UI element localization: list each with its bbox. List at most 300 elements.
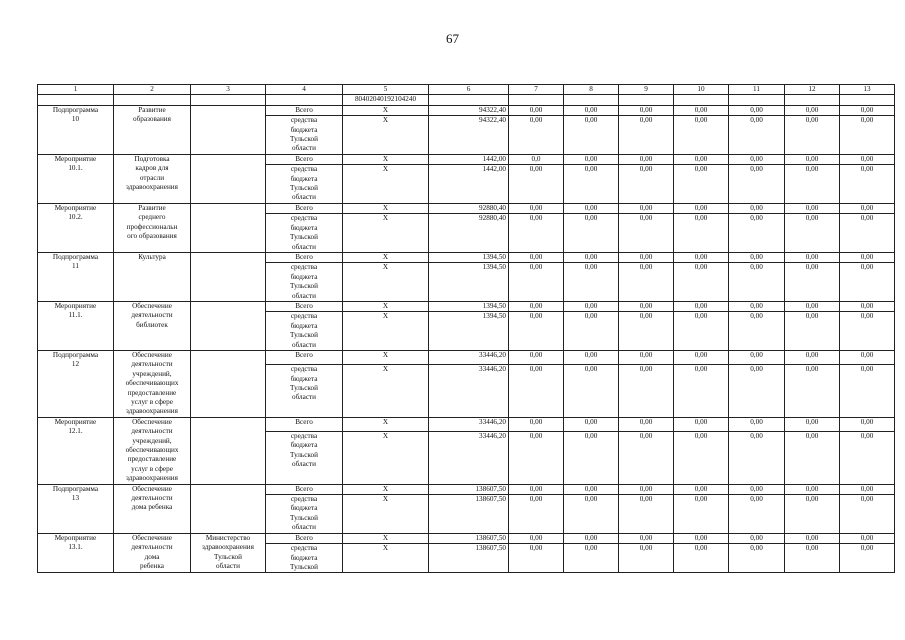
program-name	[114, 533, 191, 573]
amount-value: 0,00	[785, 533, 840, 543]
empty-cell	[266, 95, 343, 105]
budget-label-line: бюджета	[290, 174, 318, 183]
amount-value: 0,00	[619, 301, 674, 311]
amount-value: 0,00	[674, 263, 729, 302]
amount-value: 0,00	[674, 350, 729, 364]
amount-value: 0,00	[509, 203, 564, 213]
amount-value: 0,00	[509, 301, 564, 311]
program-name-line: учреждений,	[132, 369, 172, 378]
responsible-org	[191, 484, 266, 533]
row-label-total: Всего	[266, 484, 343, 494]
amount-value: 0,00	[619, 533, 674, 543]
row-label-total: Всего	[266, 105, 343, 115]
amount-value: 0,00	[729, 431, 785, 484]
responsible-org-line: области	[215, 561, 241, 570]
responsible-org-line: Министерство	[205, 533, 251, 542]
program-kind	[38, 417, 114, 484]
empty-cell	[191, 95, 266, 105]
amount-value: 0,00	[785, 263, 840, 302]
budget-label-line: средства	[290, 263, 318, 272]
amount-value: 0,00	[729, 203, 785, 213]
row-label-budget	[266, 431, 343, 484]
amount-total: 1442,00	[429, 165, 509, 204]
amount-value: 0,00	[564, 154, 619, 164]
program-kind	[38, 350, 114, 417]
amount-value: 0,00	[674, 495, 729, 534]
budget-label-line: Тульской	[290, 450, 318, 459]
budget-label-line: области	[291, 193, 317, 202]
budget-label-line: области	[291, 523, 317, 532]
program-kind	[38, 301, 114, 350]
budget-label-line: Тульской	[290, 331, 318, 340]
x-mark: X	[343, 431, 429, 484]
program-name-line: образования	[133, 115, 171, 124]
budget-label-line: бюджета	[290, 441, 318, 450]
program-name-line: здравоохранения	[126, 407, 178, 416]
program-name-line: Подготовка	[134, 154, 170, 163]
amount-value: 0,00	[619, 417, 674, 431]
amount-value: 0,00	[840, 165, 895, 204]
amount-value: 0,00	[729, 544, 785, 573]
budget-label-line: бюджета	[290, 321, 318, 330]
amount-value: 0,00	[619, 116, 674, 155]
amount-value: 0,00	[564, 263, 619, 302]
amount-value: 0,00	[619, 431, 674, 484]
program-name-line: Обеспечение	[132, 484, 172, 493]
budget-label-line: бюджета	[290, 223, 318, 232]
amount-value: 0,00	[509, 365, 564, 418]
amount-value: 0,00	[785, 544, 840, 573]
budget-table	[37, 84, 895, 573]
amount-total: 33446,20	[429, 431, 509, 484]
program-name-line: услуг в сфере	[131, 398, 173, 406]
program-kind	[38, 105, 114, 154]
program-name-line: ребенка	[140, 561, 164, 570]
amount-value: 0,00	[729, 154, 785, 164]
program-label: 12.1.	[68, 427, 83, 436]
amount-value: 0,00	[509, 495, 564, 534]
amount-value: 0,00	[840, 252, 895, 262]
amount-value: 0,00	[840, 417, 895, 431]
amount-value: 0,00	[564, 203, 619, 213]
amount-value: 0,00	[619, 544, 674, 573]
budget-label-line: средства	[290, 365, 318, 374]
amount-value: 0,00	[840, 312, 895, 351]
program-label: 13.1.	[68, 543, 83, 552]
amount-total: 138607,50	[429, 484, 509, 494]
amount-value: 0,00	[729, 116, 785, 155]
row-label-budget	[266, 495, 343, 534]
code-row	[38, 95, 895, 105]
program-name-line: профессиональн	[126, 222, 178, 231]
amount-value: 0,00	[674, 165, 729, 204]
program-name-line: деятельности	[131, 494, 173, 503]
empty-cell	[38, 95, 114, 105]
empty-cell	[729, 95, 785, 105]
header-row	[38, 85, 895, 95]
amount-total: 1394,50	[429, 312, 509, 351]
amount-total: 1394,50	[429, 252, 509, 262]
program-name-line: обеспечивающих	[125, 379, 179, 388]
program-name-line: деятельности	[131, 311, 173, 320]
amount-value: 0,00	[619, 252, 674, 262]
amount-value: 0,00	[729, 484, 785, 494]
program-name-line: учреждений,	[132, 436, 172, 445]
amount-value: 0,00	[619, 350, 674, 364]
row-label-budget	[266, 263, 343, 302]
amount-value: 0,00	[729, 165, 785, 204]
responsible-org	[191, 301, 266, 350]
program-label: 10.1.	[68, 164, 83, 173]
row-label-budget	[266, 312, 343, 351]
amount-value: 0,00	[674, 533, 729, 543]
program-name-line: Культура	[138, 252, 166, 261]
amount-total: 138607,50	[429, 544, 509, 573]
program-label: Мероприятие	[54, 154, 97, 163]
program-name	[114, 350, 191, 417]
program-kind	[38, 533, 114, 573]
amount-value: 0,00	[564, 165, 619, 204]
amount-value: 0,00	[564, 417, 619, 431]
budget-label-line: бюджета	[290, 125, 318, 134]
program-name-line: обеспечивающих	[125, 446, 179, 455]
program-name-line: отрасли	[139, 173, 165, 182]
program-label: Мероприятие	[54, 301, 97, 310]
amount-total: 33446,20	[429, 417, 509, 431]
budget-code: 80402040192104240	[343, 95, 429, 105]
program-name-line: ого образования	[127, 232, 177, 241]
amount-value: 0,00	[729, 365, 785, 418]
responsible-org	[191, 154, 266, 203]
table-row	[38, 417, 895, 431]
amount-total: 1394,50	[429, 263, 509, 302]
empty-cell	[785, 95, 840, 105]
amount-value: 0,00	[564, 116, 619, 155]
table-row	[38, 350, 895, 364]
amount-value: 0,00	[840, 214, 895, 253]
program-label: Подпрограмма	[52, 252, 99, 261]
amount-value: 0,00	[619, 263, 674, 302]
x-mark: X	[343, 312, 429, 351]
amount-value: 0,00	[729, 105, 785, 115]
budget-label-line: Тульской	[290, 184, 318, 193]
amount-value: 0,00	[785, 350, 840, 364]
amount-value: 0,00	[785, 417, 840, 431]
amount-value: 0,00	[564, 431, 619, 484]
amount-total: 138607,50	[429, 533, 509, 543]
amount-value: 0,00	[564, 312, 619, 351]
column-number: 7	[509, 85, 564, 95]
budget-label-line: области	[291, 242, 317, 251]
budget-label-line: области	[291, 144, 317, 153]
responsible-org	[191, 105, 266, 154]
program-label: Мероприятие	[54, 417, 97, 426]
amount-value: 0,00	[619, 495, 674, 534]
amount-value: 0,00	[674, 544, 729, 573]
program-label: 11	[72, 262, 79, 271]
budget-label-line: Тульской	[290, 383, 318, 392]
program-name-line: здравоохранения	[126, 183, 178, 192]
amount-total: 138607,50	[429, 495, 509, 534]
program-label: Мероприятие	[54, 203, 97, 212]
program-name-line: здравоохранения	[126, 474, 178, 483]
table-row	[38, 154, 895, 164]
program-label: Подпрограмма	[52, 105, 99, 114]
program-name-line: деятельности	[131, 427, 173, 436]
program-name	[114, 252, 191, 301]
x-mark: X	[343, 495, 429, 534]
budget-label-line: средства	[290, 544, 318, 553]
table-row	[38, 252, 895, 262]
amount-value: 0,00	[509, 252, 564, 262]
amount-value: 0,00	[619, 312, 674, 351]
amount-value: 0,00	[564, 350, 619, 364]
table-row	[38, 484, 895, 494]
column-number: 11	[729, 85, 785, 95]
program-kind	[38, 484, 114, 533]
program-name	[114, 484, 191, 533]
amount-value: 0,00	[564, 105, 619, 115]
budget-label-line: Тульской	[290, 282, 318, 291]
column-number: 2	[114, 85, 191, 95]
amount-value: 0,00	[785, 116, 840, 155]
program-label: Подпрограмма	[52, 350, 99, 359]
budget-label-line: средства	[290, 214, 318, 223]
amount-value: 0,00	[729, 495, 785, 534]
row-label-total: Всего	[266, 350, 343, 364]
amount-value: 0,00	[674, 312, 729, 351]
row-label-budget	[266, 116, 343, 155]
x-mark: X	[343, 417, 429, 431]
table-row	[38, 533, 895, 543]
amount-total: 33446,20	[429, 365, 509, 418]
budget-label-line: Тульской	[290, 513, 318, 522]
program-name-line: Развитие	[138, 203, 166, 212]
amount-value: 0,00	[840, 154, 895, 164]
amount-value: 0,00	[509, 533, 564, 543]
program-name	[114, 203, 191, 252]
responsible-org	[191, 533, 266, 573]
program-name-line: предоставление	[127, 455, 177, 464]
column-number: 6	[429, 85, 509, 95]
program-name-line: деятельности	[131, 543, 173, 552]
x-mark: X	[343, 203, 429, 213]
column-number: 13	[840, 85, 895, 95]
amount-value: 0,00	[785, 203, 840, 213]
empty-cell	[509, 95, 564, 105]
amount-value: 0,00	[674, 252, 729, 262]
amount-value: 0,00	[785, 431, 840, 484]
amount-value: 0,00	[674, 431, 729, 484]
x-mark: X	[343, 116, 429, 155]
amount-value: 0,00	[840, 203, 895, 213]
amount-value: 0,00	[840, 365, 895, 418]
budget-label-line: средства	[290, 165, 318, 174]
amount-value: 0,00	[509, 431, 564, 484]
column-number: 10	[674, 85, 729, 95]
amount-value: 0,00	[674, 365, 729, 418]
page-number: 67	[446, 31, 459, 46]
x-mark: X	[343, 533, 429, 543]
amount-value: 0,00	[729, 214, 785, 253]
row-label-total: Всего	[266, 203, 343, 213]
budget-label-line: области	[291, 291, 317, 300]
amount-value: 0,00	[785, 312, 840, 351]
empty-cell	[619, 95, 674, 105]
amount-value: 0,00	[674, 214, 729, 253]
amount-total: 94322,40	[429, 116, 509, 155]
x-mark: X	[343, 154, 429, 164]
budget-label-line: бюджета	[290, 553, 318, 562]
row-label-total: Всего	[266, 252, 343, 262]
table-row	[38, 301, 895, 311]
amount-value: 0,00	[564, 544, 619, 573]
amount-total: 92880,40	[429, 203, 509, 213]
amount-value: 0,00	[785, 214, 840, 253]
amount-value: 0,00	[619, 105, 674, 115]
amount-value: 0,00	[619, 203, 674, 213]
budget-label-line: бюджета	[290, 272, 318, 281]
empty-cell	[840, 95, 895, 105]
amount-value: 0,00	[509, 105, 564, 115]
program-name	[114, 154, 191, 203]
row-label-total: Всего	[266, 154, 343, 164]
budget-label-line: Тульской	[290, 233, 318, 242]
x-mark: X	[343, 214, 429, 253]
empty-cell	[429, 95, 509, 105]
program-name-line: деятельности	[131, 360, 173, 369]
budget-label-line: области	[291, 340, 317, 349]
amount-value: 0,00	[674, 154, 729, 164]
column-number: 4	[266, 85, 343, 95]
row-label-budget	[266, 365, 343, 418]
row-label-total: Всего	[266, 417, 343, 431]
amount-value: 0,00	[785, 301, 840, 311]
program-name-line: дома	[144, 552, 160, 561]
responsible-org	[191, 350, 266, 417]
amount-total: 94322,40	[429, 105, 509, 115]
program-name	[114, 301, 191, 350]
row-label-total: Всего	[266, 301, 343, 311]
empty-cell	[564, 95, 619, 105]
amount-value: 0,00	[564, 495, 619, 534]
amount-value: 0,00	[785, 484, 840, 494]
amount-value: 0,00	[840, 484, 895, 494]
amount-value: 0,00	[840, 263, 895, 302]
program-label: 10.2.	[68, 213, 83, 222]
amount-value: 0,00	[564, 301, 619, 311]
amount-value: 0,00	[564, 365, 619, 418]
amount-value: 0,00	[619, 214, 674, 253]
budget-label-line: бюджета	[290, 504, 318, 513]
amount-value: 0,00	[729, 301, 785, 311]
amount-value: 0,00	[564, 533, 619, 543]
amount-value: 0,00	[729, 350, 785, 364]
program-kind	[38, 203, 114, 252]
empty-cell	[114, 95, 191, 105]
amount-value: 0,00	[785, 252, 840, 262]
row-label-budget	[266, 165, 343, 204]
amount-value: 0,00	[785, 365, 840, 418]
amount-value: 0,00	[840, 533, 895, 543]
budget-label-line: области	[291, 393, 317, 402]
budget-label-line: бюджета	[290, 374, 318, 383]
program-name-line: Развитие	[138, 105, 166, 114]
amount-value: 0,00	[785, 495, 840, 534]
amount-value: 0,00	[674, 203, 729, 213]
amount-value: 0,00	[840, 544, 895, 573]
amount-total: 1442,00	[429, 154, 509, 164]
column-number: 12	[785, 85, 840, 95]
program-name-line: услуг в сфере	[131, 464, 173, 473]
amount-value: 0,00	[729, 533, 785, 543]
column-number: 8	[564, 85, 619, 95]
x-mark: X	[343, 365, 429, 418]
program-name	[114, 105, 191, 154]
x-mark: X	[343, 484, 429, 494]
amount-value: 0,0	[509, 154, 564, 164]
amount-value: 0,00	[509, 263, 564, 302]
amount-value: 0,00	[674, 484, 729, 494]
amount-value: 0,00	[509, 544, 564, 573]
amount-value: 0,00	[785, 165, 840, 204]
program-label: Мероприятие	[54, 533, 97, 542]
responsible-org-line: здравоохранения	[202, 543, 254, 552]
amount-value: 0,00	[564, 252, 619, 262]
x-mark: X	[343, 350, 429, 364]
program-name-line: кадров для	[135, 164, 169, 173]
amount-value: 0,00	[619, 484, 674, 494]
program-name-line: библиотек	[136, 320, 168, 329]
amount-value: 0,00	[840, 431, 895, 484]
amount-total: 92880,40	[429, 214, 509, 253]
amount-value: 0,00	[564, 214, 619, 253]
amount-value: 0,00	[840, 495, 895, 534]
budget-label-line: Тульской	[290, 135, 318, 144]
amount-value: 0,00	[729, 417, 785, 431]
row-label-budget	[266, 544, 343, 573]
program-label: Подпрограмма	[52, 484, 99, 493]
amount-value: 0,00	[729, 263, 785, 302]
column-number: 3	[191, 85, 266, 95]
program-name-line: дома ребенка	[131, 503, 173, 512]
x-mark: X	[343, 544, 429, 573]
column-number: 9	[619, 85, 674, 95]
amount-value: 0,00	[840, 350, 895, 364]
budget-label-line: средства	[290, 116, 318, 125]
program-name-line: предоставление	[127, 388, 177, 397]
amount-value: 0,00	[840, 301, 895, 311]
amount-value: 0,00	[840, 105, 895, 115]
amount-value: 0,00	[619, 165, 674, 204]
program-name-line: среднего	[138, 213, 166, 222]
row-label-budget	[266, 214, 343, 253]
program-label: 10	[71, 115, 80, 124]
budget-label-line: области	[291, 460, 317, 469]
amount-value: 0,00	[729, 252, 785, 262]
amount-value: 0,00	[619, 365, 674, 418]
program-name-line: Обеспечение	[132, 350, 172, 359]
program-name-line: Обеспечение	[132, 301, 172, 310]
amount-value: 0,00	[509, 312, 564, 351]
amount-value: 0,00	[840, 116, 895, 155]
x-mark: X	[343, 165, 429, 204]
amount-value: 0,00	[785, 105, 840, 115]
table-row	[38, 203, 895, 213]
amount-value: 0,00	[674, 301, 729, 311]
column-number: 1	[38, 85, 114, 95]
x-mark: X	[343, 105, 429, 115]
